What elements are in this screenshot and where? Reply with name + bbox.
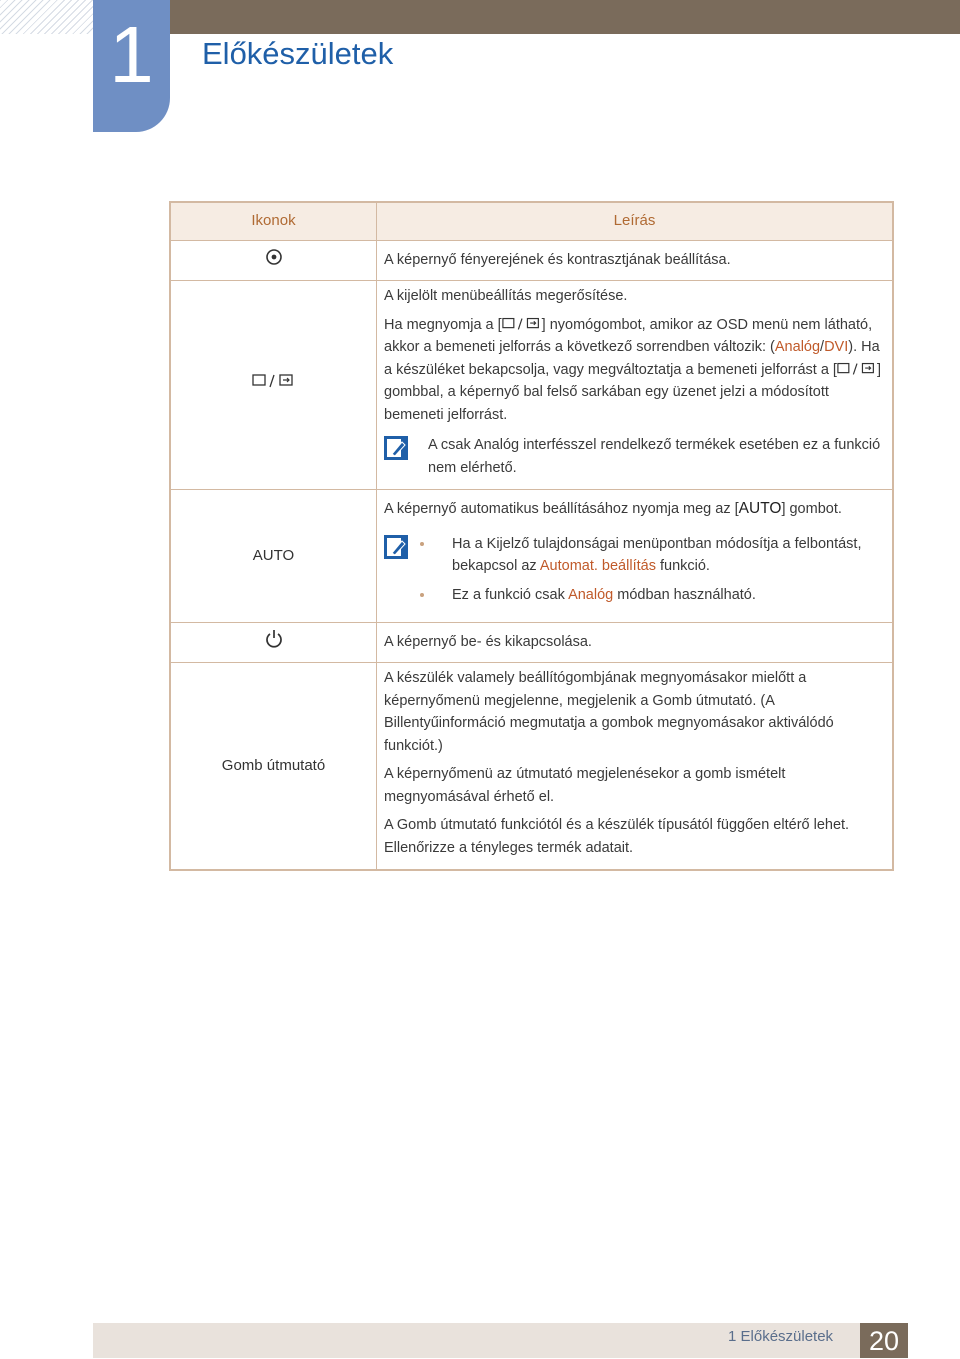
power-icon (265, 629, 283, 649)
icon-cell (170, 281, 377, 490)
table-row (170, 490, 893, 623)
table-row (170, 623, 893, 663)
hatch-decoration (0, 0, 93, 34)
power-description: A képernyő be- és kikapcsolása. (384, 634, 592, 651)
note-bullet-list (420, 533, 884, 613)
guide-desc-2: A képernyőmenü az útmutató megjelenésekor a gomb ismételt megnyomásával érhető el. (384, 766, 786, 805)
menu-button-icon (265, 248, 283, 266)
description-cell (377, 490, 894, 623)
page-title: Előkészületek (202, 36, 394, 71)
icon-cell (170, 490, 377, 623)
source-enter-icon (837, 361, 877, 377)
description-cell (377, 663, 894, 871)
source-enter-icon (502, 316, 542, 332)
auto-desc: A képernyő automatikus beállításához nyomja meg az [AUTO] gombot. (384, 500, 842, 517)
description-cell (377, 241, 894, 281)
table-row (170, 241, 893, 281)
auto-button-label: AUTO (252, 546, 295, 564)
header-description: Leírás (377, 202, 894, 241)
chapter-number: 1 (109, 10, 154, 99)
icon-cell (170, 663, 377, 871)
icon-cell (170, 241, 377, 281)
guide-desc-3: A Gomb útmutató funkciótól és a készülék típusától függően eltérő lehet. Ellenőrizze a tényleges termék adatait. (384, 817, 850, 856)
note-icon (384, 436, 408, 460)
page-number: 20 (860, 1323, 908, 1358)
description-cell (377, 281, 894, 490)
source-desc-2: Ha megnyomja a [ ] nyomógombot, amikor az OSD menü nem látható, akkor a bemeneti jelforrás a következő sorrendben változik: (Analóg/DVI). Ha a készüléket bekapcsolja, vagy megváltoztatja a bemeneti jelforrást a [ ] gombbal, a képernyő bal felső sarkában egy üzenet jelzi a módosított bemeneti jelforrást. (384, 316, 881, 423)
source-desc-1: A kijelölt menübeállítás megerősítése. (384, 288, 628, 304)
button-guide-label: Gomb útmutató (221, 756, 326, 774)
note (384, 434, 884, 479)
table-row (170, 663, 893, 871)
analog-term: Analóg (774, 339, 821, 355)
description-cell (377, 623, 894, 663)
header-icons: Ikonok (170, 202, 377, 241)
list-item: Ha a Kijelző tulajdonságai menüpontban módosítja a felbontást, bekapcsol az Automat. beállítás funkció. (420, 533, 884, 578)
footer-chapter-label: 1 Előkészületek (728, 1328, 834, 1345)
menu-description: A képernyő fényerejének és kontrasztjának beállítása. (384, 252, 731, 269)
button-table (169, 201, 894, 871)
table-header-row (170, 202, 893, 241)
note-text: A csak Analóg interfésszel rendelkező termékek esetében ez a funkció nem elérhető. (428, 437, 881, 476)
icon-cell (170, 623, 377, 663)
note (384, 533, 884, 613)
note-icon (384, 535, 408, 559)
table-row (170, 281, 893, 490)
top-bar (170, 0, 960, 34)
source-enter-icon (252, 373, 296, 389)
guide-desc-1: A készülék valamely beállítógombjának megnyomásakor mielőtt a képernyőmenü megjelenne, megjelenik a Gomb útmutató. (A Billentyűinformáció megmutatja a gombok megnyomásakor aktiválódó funkciót.) (384, 670, 834, 754)
list-item: Ez a funkció csak Analóg módban használható. (420, 584, 884, 607)
dvi-term: DVI (824, 339, 849, 355)
